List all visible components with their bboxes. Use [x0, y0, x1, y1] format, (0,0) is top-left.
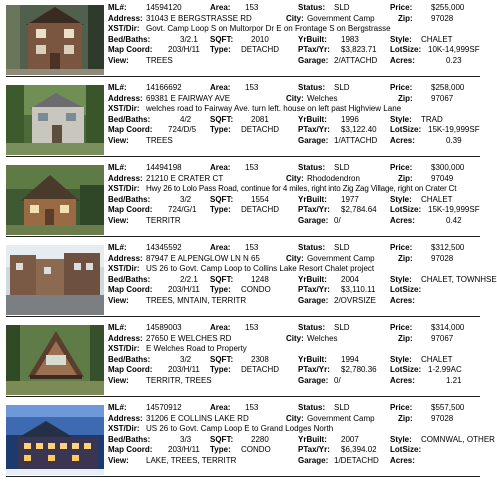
ml-value: 14570912	[146, 403, 182, 412]
acres-value: 0.42	[446, 216, 462, 225]
mapcoord-label: Map Coord:	[108, 205, 153, 215]
garage-value: 0/	[334, 216, 341, 225]
ml-label: ML#:	[108, 323, 127, 332]
city-label: City:	[286, 93, 304, 103]
mapcoord-label: Map Coord:	[108, 45, 153, 55]
house-photo-image	[6, 5, 104, 75]
sqft-value: 1248	[251, 274, 269, 284]
zip-label: Zip:	[398, 173, 413, 183]
type-value: DETACHD	[241, 365, 280, 375]
mapcoord-label: Map Coord:	[108, 125, 153, 135]
bedbaths-label: Bed/Baths:	[108, 274, 151, 284]
mapcoord-label: Map Coord:	[108, 365, 153, 375]
ptax-label: PTax/Yr:	[298, 45, 330, 55]
zip-value: 97067	[431, 93, 454, 103]
ptax-label: PTax/Yr:	[298, 285, 330, 295]
city-value: Government Camp	[307, 253, 375, 263]
zip-label: Zip:	[398, 333, 413, 343]
view-label: View:	[108, 456, 129, 465]
sqft-value: 2010	[251, 34, 269, 44]
ml-label: ML#:	[108, 163, 127, 172]
ml-label: ML#:	[108, 3, 127, 12]
listing-card	[6, 242, 497, 317]
type-label: Type:	[210, 365, 231, 375]
area-label: Area:	[210, 323, 231, 332]
lotsize-label: LotSize:	[390, 205, 422, 215]
city-value: Welches	[307, 333, 338, 343]
garage-value: 1/ATTACHD	[334, 136, 378, 145]
bedbaths-label: Bed/Baths:	[108, 34, 151, 44]
view-label: View:	[108, 56, 129, 65]
mapcoord-value: 203/H/11	[168, 285, 200, 295]
bedbaths-value: 3/3	[180, 434, 192, 444]
bedbaths-label: Bed/Baths:	[108, 114, 151, 124]
bedbaths-value: 2/2.1	[180, 274, 198, 284]
status-value: SLD	[334, 3, 350, 12]
type-label: Type:	[210, 125, 231, 135]
acres-value: 0.39	[446, 136, 462, 145]
style-label: Style:	[390, 194, 412, 204]
address-value: 31043 E BERGSTRASSE RD	[146, 13, 252, 23]
property-photo[interactable]	[6, 165, 104, 235]
acres-label: Acres:	[390, 216, 415, 225]
price-label: Price:	[390, 243, 413, 252]
city-label: City:	[286, 13, 304, 23]
mapcoord-label: Map Coord:	[108, 445, 153, 455]
house-photo-image	[6, 245, 104, 315]
type-label: Type:	[210, 45, 231, 55]
area-value: 153	[245, 243, 259, 252]
property-photo[interactable]	[6, 245, 104, 315]
sqft-label: SQFT:	[210, 434, 234, 444]
price-label: Price:	[390, 3, 413, 12]
sqft-value: 2280	[251, 434, 269, 444]
style-value: COMNWAL, OTHER	[421, 434, 495, 444]
price-label: Price:	[390, 83, 413, 92]
lotsize-value: 15K-19,999SF	[428, 205, 480, 215]
address-value: 87947 E ALPENGLOW LN N 65	[146, 253, 260, 263]
style-value: CHALET	[421, 354, 453, 364]
zip-value: 97028	[431, 253, 454, 263]
address-label: Address:	[108, 13, 143, 23]
yrbuilt-value: 1994	[341, 354, 359, 364]
yrbuilt-label: YrBuilt:	[298, 114, 327, 124]
lotsize-label: LotSize:	[390, 445, 422, 455]
price-value: $314,000	[431, 323, 465, 332]
ml-value: 14166692	[146, 83, 182, 92]
acres-label: Acres:	[390, 136, 415, 145]
xst-label: XST/Dir:	[108, 104, 140, 114]
xst-value: E Welches Road to Property	[146, 344, 247, 354]
area-value: 153	[245, 3, 259, 12]
xst-label: XST/Dir:	[108, 424, 140, 434]
mapcoord-value: 724/G/1	[168, 205, 197, 215]
zip-label: Zip:	[398, 13, 413, 23]
xst-value: US 26 to Govt. Camp Loop to Collins Lake Resort Chalet project	[146, 264, 375, 274]
bedbaths-value: 3/2	[180, 194, 192, 204]
price-label: Price:	[390, 323, 413, 332]
type-value: CONDO	[241, 285, 271, 295]
status-value: SLD	[334, 403, 350, 412]
price-value: $255,000	[431, 3, 465, 12]
bedbaths-label: Bed/Baths:	[108, 194, 151, 204]
area-value: 153	[245, 83, 259, 92]
price-value: $258,000	[431, 83, 465, 92]
property-photo[interactable]	[6, 325, 104, 395]
area-label: Area:	[210, 403, 231, 412]
bedbaths-value: 3/2.1	[180, 34, 198, 44]
city-label: City:	[286, 253, 304, 263]
type-value: CONDO	[241, 445, 271, 455]
city-label: City:	[286, 173, 304, 183]
view-value: TREES, MNTAIN, TERRITR	[146, 296, 247, 305]
bedbaths-value: 3/2	[180, 354, 192, 364]
status-label: Status:	[298, 3, 326, 12]
city-label: City:	[286, 333, 304, 343]
zip-value: 97028	[431, 413, 454, 423]
xst-value: Govt. Camp Loop S on Multorpor Dr E on Frontage S on Bergstrasse	[146, 24, 391, 34]
area-label: Area:	[210, 163, 231, 172]
style-value: CHALET, TOWNHSE	[421, 274, 497, 284]
ml-label: ML#:	[108, 403, 127, 412]
bedbaths-value: 4/2	[180, 114, 192, 124]
acres-value: 1.21	[446, 376, 462, 385]
status-label: Status:	[298, 83, 326, 92]
ptax-value: $3,823.71	[341, 45, 377, 55]
yrbuilt-label: YrBuilt:	[298, 194, 327, 204]
address-label: Address:	[108, 253, 143, 263]
ptax-label: PTax/Yr:	[298, 365, 330, 375]
status-value: SLD	[334, 243, 350, 252]
yrbuilt-label: YrBuilt:	[298, 434, 327, 444]
ptax-label: PTax/Yr:	[298, 125, 330, 135]
property-photo[interactable]	[6, 5, 104, 75]
type-label: Type:	[210, 285, 231, 295]
xst-value: Hwy 26 to Lolo Pass Road, continue for 4 miles, right into Zig Zag Village, right on Crater Ct	[146, 184, 457, 194]
view-label: View:	[108, 136, 129, 145]
address-label: Address:	[108, 93, 143, 103]
address-value: 31206 E COLLINS LAKE RD	[146, 413, 249, 423]
sqft-label: SQFT:	[210, 354, 234, 364]
address-label: Address:	[108, 413, 143, 423]
garage-value: 2/OVRSIZE	[334, 296, 376, 305]
garage-value: 0/	[334, 376, 341, 385]
sqft-value: 2308	[251, 354, 269, 364]
sqft-label: SQFT:	[210, 274, 234, 284]
garage-label: Garage:	[298, 456, 329, 465]
status-label: Status:	[298, 163, 326, 172]
mapcoord-value: 203/H/11	[168, 365, 200, 375]
style-label: Style:	[390, 34, 412, 44]
price-label: Price:	[390, 163, 413, 172]
type-value: DETACHD	[241, 205, 280, 215]
price-value: $312,500	[431, 243, 465, 252]
listing-card	[6, 402, 495, 477]
area-label: Area:	[210, 83, 231, 92]
garage-label: Garage:	[298, 216, 329, 225]
listing-card	[6, 2, 480, 77]
area-label: Area:	[210, 243, 231, 252]
price-value: $557,500	[431, 403, 465, 412]
ml-value: 14589003	[146, 323, 182, 332]
address-value: 69381 E FAIRWAY AVE	[146, 93, 231, 103]
garage-label: Garage:	[298, 376, 329, 385]
sqft-value: 2081	[251, 114, 269, 124]
status-value: SLD	[334, 323, 350, 332]
ml-value: 14594120	[146, 3, 182, 12]
lotsize-label: LotSize:	[390, 125, 422, 135]
yrbuilt-value: 2004	[341, 274, 359, 284]
acres-label: Acres:	[390, 56, 415, 65]
xst-label: XST/Dir:	[108, 184, 140, 194]
view-label: View:	[108, 296, 129, 305]
yrbuilt-label: YrBuilt:	[298, 274, 327, 284]
ptax-label: PTax/Yr:	[298, 205, 330, 215]
garage-label: Garage:	[298, 136, 329, 145]
zip-label: Zip:	[398, 253, 413, 263]
house-photo-image	[6, 405, 104, 475]
type-label: Type:	[210, 205, 231, 215]
yrbuilt-label: YrBuilt:	[298, 34, 327, 44]
zip-label: Zip:	[398, 93, 413, 103]
yrbuilt-value: 2007	[341, 434, 359, 444]
ptax-label: PTax/Yr:	[298, 445, 330, 455]
city-value: Government Camp	[307, 413, 375, 423]
xst-value: US 26 to Govt. Camp Loop E to Grand Lodges North	[146, 424, 334, 434]
garage-value: 1/DETACHD	[334, 456, 379, 465]
view-value: TERRITR, TREES	[146, 376, 212, 385]
zip-value: 97067	[431, 333, 454, 343]
xst-label: XST/Dir:	[108, 264, 140, 274]
view-value: TERRITR	[146, 216, 181, 225]
sqft-label: SQFT:	[210, 34, 234, 44]
address-value: 21210 E CRATER CT	[146, 173, 224, 183]
zip-label: Zip:	[398, 413, 413, 423]
city-value: Welches	[307, 93, 338, 103]
ml-label: ML#:	[108, 243, 127, 252]
bedbaths-label: Bed/Baths:	[108, 434, 151, 444]
view-label: View:	[108, 376, 129, 385]
view-label: View:	[108, 216, 129, 225]
ml-label: ML#:	[108, 83, 127, 92]
status-label: Status:	[298, 323, 326, 332]
ptax-value: $3,110.11	[341, 285, 376, 295]
address-value: 27650 E WELCHES RD	[146, 333, 232, 343]
style-value: CHALET	[421, 34, 453, 44]
type-value: DETACHD	[241, 125, 280, 135]
sqft-label: SQFT:	[210, 194, 234, 204]
property-photo[interactable]	[6, 405, 104, 475]
view-value: LAKE, TREES, TERRITR	[146, 456, 237, 465]
status-label: Status:	[298, 403, 326, 412]
city-label: City:	[286, 413, 304, 423]
status-value: SLD	[334, 163, 350, 172]
city-value: Rhododendron	[307, 173, 360, 183]
ml-value: 14494198	[146, 163, 182, 172]
lotsize-value: 15K-19,999SF	[428, 125, 480, 135]
price-label: Price:	[390, 403, 413, 412]
zip-value: 97049	[431, 173, 454, 183]
style-value: CHALET	[421, 194, 453, 204]
lotsize-label: LotSize:	[390, 365, 422, 375]
type-label: Type:	[210, 445, 231, 455]
house-photo-image	[6, 325, 104, 395]
area-value: 153	[245, 403, 259, 412]
listing-card	[6, 162, 480, 237]
lotsize-value: 10K-14,999SF	[428, 45, 480, 55]
mapcoord-value: 203/H/11	[168, 445, 200, 455]
area-value: 153	[245, 323, 259, 332]
ml-value: 14345592	[146, 243, 182, 252]
area-label: Area:	[210, 3, 231, 12]
yrbuilt-value: 1977	[341, 194, 359, 204]
ptax-value: $2,784.64	[341, 205, 377, 215]
lotsize-label: LotSize:	[390, 45, 422, 55]
garage-label: Garage:	[298, 296, 329, 305]
sqft-value: 1554	[251, 194, 269, 204]
view-value: TREES	[146, 136, 173, 145]
listing-card	[6, 322, 480, 397]
status-value: SLD	[334, 83, 350, 92]
status-label: Status:	[298, 243, 326, 252]
style-value: TRAD	[421, 114, 443, 124]
mapcoord-value: 724/D/5	[168, 125, 197, 135]
house-photo-image	[6, 85, 104, 155]
zip-value: 97028	[431, 13, 454, 23]
address-label: Address:	[108, 173, 143, 183]
type-value: DETACHD	[241, 45, 280, 55]
ptax-value: $3,122.40	[341, 125, 377, 135]
area-value: 153	[245, 163, 259, 172]
house-photo-image	[6, 165, 104, 235]
sqft-label: SQFT:	[210, 114, 234, 124]
yrbuilt-value: 1983	[341, 34, 359, 44]
price-value: $300,000	[431, 163, 465, 172]
yrbuilt-label: YrBuilt:	[298, 354, 327, 364]
style-label: Style:	[390, 434, 412, 444]
ptax-value: $2,780.36	[341, 365, 377, 375]
acres-label: Acres:	[390, 456, 415, 465]
view-value: TREES	[146, 56, 173, 65]
acres-value: 0.23	[446, 56, 462, 65]
garage-label: Garage:	[298, 56, 329, 65]
style-label: Style:	[390, 274, 412, 284]
lotsize-label: LotSize:	[390, 285, 422, 295]
bedbaths-label: Bed/Baths:	[108, 354, 151, 364]
garage-value: 2/ATTACHD	[334, 56, 378, 65]
ptax-value: $6,394.02	[341, 445, 377, 455]
xst-value: welches road to Fairway Ave. turn left. house on left past Highview Lane	[146, 104, 402, 114]
city-value: Government Camp	[307, 13, 375, 23]
acres-label: Acres:	[390, 296, 415, 305]
xst-label: XST/Dir:	[108, 344, 140, 354]
address-label: Address:	[108, 333, 143, 343]
yrbuilt-value: 1996	[341, 114, 359, 124]
mapcoord-value: 203/H/11	[168, 45, 200, 55]
lotsize-value: 1-2.99AC	[428, 365, 462, 375]
style-label: Style:	[390, 114, 412, 124]
acres-label: Acres:	[390, 376, 415, 385]
xst-label: XST/Dir:	[108, 24, 140, 34]
property-photo[interactable]	[6, 85, 104, 155]
listing-card	[6, 82, 480, 157]
style-label: Style:	[390, 354, 412, 364]
mapcoord-label: Map Coord:	[108, 285, 153, 295]
